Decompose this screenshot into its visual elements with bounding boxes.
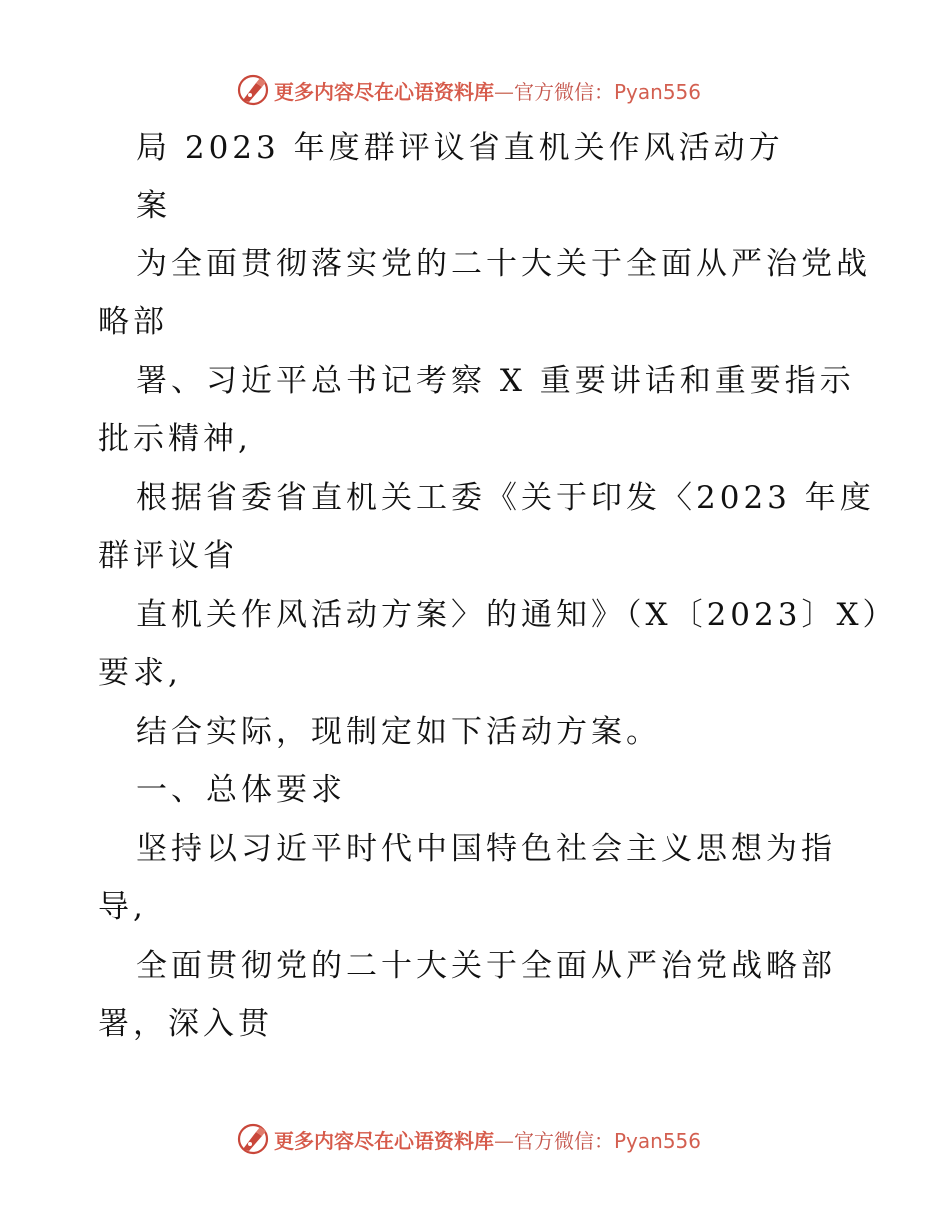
watermark-wechat-id: Pyan556 xyxy=(614,79,702,104)
watermark-separator: — xyxy=(494,79,514,104)
section-heading: 一、总体要求 xyxy=(136,772,346,808)
title-line-1: 局 2023 年度群评议省直机关作风活动方 xyxy=(136,130,784,166)
watermark-wechat-label: 官方微信： xyxy=(514,1128,614,1153)
paragraph-line: 根据省委省直机关工委《关于印发〈2023 年度 xyxy=(136,480,875,516)
watermark-site-text: 更多内容尽在心语资料库 xyxy=(274,1128,494,1153)
paragraph-line: 导, xyxy=(98,889,147,925)
watermark-wechat-id: Pyan556 xyxy=(614,1128,702,1153)
paragraph-line: 为全面贯彻落实党的二十大关于全面从严治党战 xyxy=(136,246,871,282)
title-line-2: 案 xyxy=(136,188,171,224)
watermark-wechat-label: 官方微信： xyxy=(514,79,614,104)
watermark-separator: — xyxy=(494,1128,514,1153)
paragraph-line: 要求, xyxy=(98,655,182,691)
paragraph-line: 略部 xyxy=(98,304,168,340)
paragraph-line: 批示精神, xyxy=(98,421,252,457)
watermark-site-text: 更多内容尽在心语资料库 xyxy=(274,79,494,104)
paragraph-line: 直机关作风活动方案〉的通知》（X〔2023〕X） xyxy=(136,597,898,633)
footer-watermark xyxy=(236,1121,701,1157)
paragraph-line: 群评议省 xyxy=(98,538,238,574)
paragraph-line: 结合实际，现制定如下活动方案。 xyxy=(136,714,661,750)
paragraph-line: 坚持以习近平时代中国特色社会主义思想为指 xyxy=(136,831,836,867)
paragraph-line: 全面贯彻党的二十大关于全面从严治党战略部 xyxy=(136,948,836,984)
paragraph-line: 署、习近平总书记考察 X 重要讲话和重要指示 xyxy=(136,363,855,399)
pen-nib-logo-icon xyxy=(236,1122,270,1156)
paragraph-line: 署，深入贯 xyxy=(98,1006,273,1042)
